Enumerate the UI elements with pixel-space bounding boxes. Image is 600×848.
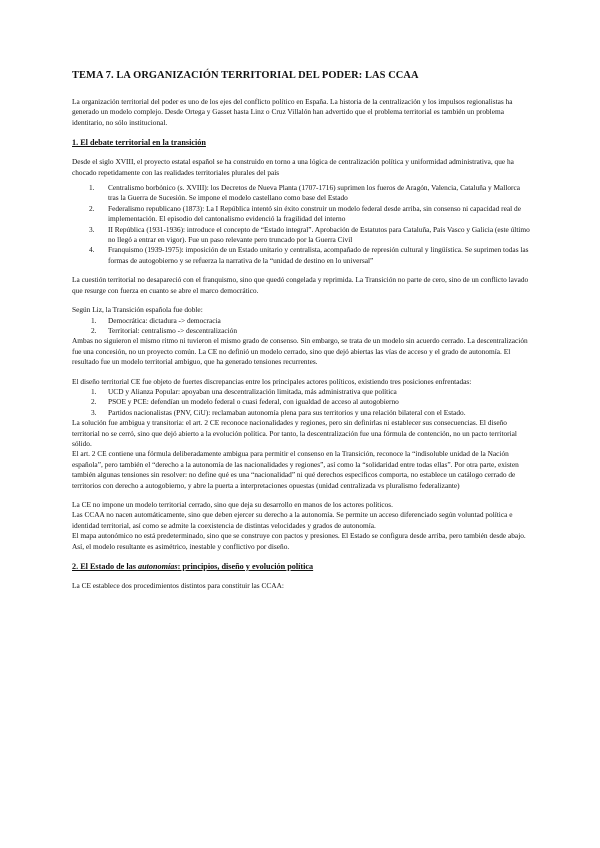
list-item — [72, 183, 532, 204]
section-1-paragraph-8: La CE no impone un modelo territorial cerrado, sino que deja su desarrollo en manos de los actores políticos. — [72, 500, 393, 509]
list-item — [72, 225, 532, 246]
list-item — [72, 397, 532, 407]
list-number: 1. — [91, 315, 97, 325]
section-1-paragraph-9: Las CCAA no nacen automáticamente, sino que deben ejercer su derecho a la autonomía. Se permite un acceso diferenciado según voluntad política e identidad territorial, así como se admite la coexistencia de distintas velocidades y grados de autonomía. — [72, 510, 513, 530]
list-text: Partidos nacionalistas (PNV, CiU): reclamaban autonomía plena para sus territorios y una relación bilateral con el Estado. — [108, 407, 466, 417]
section-1-paragraph-7: El art. 2 CE contiene una fórmula deliberadamente ambigua para permitir el consenso en la Transición, reconoce la “indisoluble unidad de la Nación española”, pero también el “derecho a la autonomía de las nacionalidades y regiones”, así como la “solidaridad entre todas ellas”. Por otra parte, existen también algunas tensiones sin resolver: no define qué es una “nacionalidad” ni qué derechos específicos comporta, no establece un catálogo cerrado de territorios con derecho a autogobierno, y abre la puerta a interpretaciones opuestas (unidad centralizada vs pluralismo federalizante) — [72, 449, 519, 490]
section-1-paragraph-2: La cuestión territorial no desapareció con el franquismo, sino que quedó congelada y reprimida. La Transición no parte de cero, sino de un conflicto lavado que resurge con fuerza en cuanto se abre el marco democrático. — [72, 275, 529, 295]
list-item — [72, 387, 532, 397]
list-number: 2. — [89, 203, 95, 213]
list-number: 4. — [89, 245, 95, 255]
list-item — [72, 326, 532, 336]
list-text: UCD y Alianza Popular: apoyaban una descentralización limitada, más administrativa que política — [108, 386, 397, 396]
list-item — [72, 245, 532, 266]
list-number: 1. — [89, 183, 95, 193]
section-2-paragraph-1: La CE establece dos procedimientos distintos para constituir las CCAA: — [72, 581, 284, 591]
document-title: TEMA 7. LA ORGANIZACIÓN TERRITORIAL DEL PODER: LAS CCAA — [72, 70, 419, 81]
section-1-paragraph-3: Según Liz, la Transición española fue doble: — [72, 305, 203, 315]
intro-paragraph: La organización territorial del poder es uno de los ejes del conflicto político en España. La historia de la centralización y los impulsos regionalistas ha generado un modelo complejo. Desde Ortega y Gasset hasta Linz o Cruz Villalón han advertido que el problema territorial es también un problema identitario, no sólo institucional. — [72, 97, 513, 127]
list-number: 3. — [91, 407, 97, 417]
section-2-heading — [72, 561, 532, 572]
section-1-heading: 1. El debate territorial en la transición — [72, 138, 206, 148]
list-text: Democrática: dictadura -> democracia — [108, 315, 221, 325]
list-number: 1. — [91, 386, 97, 396]
list-text: Centralismo borbónico (s. XVIII): los Decretos de Nueva Planta (1707-1716) suprimen los fueros de Aragón, Valencia, Cataluña y Mallorca tras la Guerra de Sucesión. Se impone el modelo castellano como base del Estado — [108, 183, 521, 203]
list-number: 2. — [91, 397, 97, 407]
list-item — [72, 316, 532, 326]
list-item — [72, 408, 532, 418]
document-page — [72, 70, 532, 591]
political-positions-list — [72, 387, 532, 418]
list-text: Federalismo republicano (1873): La I República intentó sin éxito construir un modelo federal desde arriba, sin consenso ni capacidad real de implementación. El episodio del cantonalismo evidenció la fragilidad del interno — [108, 203, 521, 224]
list-item — [72, 204, 532, 225]
section-1-paragraph-5: El diseño territorial CE fue objeto de fuertes discrepancias entre los principales actores políticos, existiendo tres posiciones enfrentadas: — [72, 376, 472, 386]
section-1-paragraph-4: Ambas no siguieron el mismo ritmo ni tuvieron el mismo grado de consenso. Sin embargo, se trata de un modelo sin acuerdo cerrado. La descentralización fue una concesión, no un proyecto común. La CE no definió un modelo cerrado, sino que dejó abiertas las vías de acceso y el grado de autonomía. El resultado fue un modelo territorial ambiguo, que ha generado tensiones recurrentes. — [72, 336, 528, 367]
list-text: II República (1931-1936): introduce el concepto de “Estado integral”. Aprobación de Estatutos para Cataluña, País Vasco y Galicia (este último no llegó a entrar en vigor). Fue un paso relevante pero truncado por la Guerra Civil — [108, 224, 530, 245]
section-2-heading-em: autonomías — [137, 562, 178, 572]
historical-periods-list — [72, 183, 532, 266]
list-number: 2. — [91, 325, 97, 335]
list-text: PSOE y PCE: defendían un modelo federal o cuasi federal, con igualdad de acceso al autogobierno — [108, 397, 399, 407]
list-text: Territorial: centralismo -> descentralización — [108, 325, 238, 335]
list-text: Franquismo (1939-1975): imposición de un Estado unitario y centralista, acompañado de represión cultural y lingüística. Se suprimen todas las formas de autogobierno y se refuerza la narrativa de la “unidad de destino en lo universal” — [108, 245, 529, 265]
section-1-paragraph-6: La solución fue ambigua y transitoria: el art. 2 CE reconoce nacionalidades y regiones, pero sin definirlas ni establecer sus consecuencias. El diseño territorial no se cerró, sino que dejó abierto a la evolución política. Por tanto, la descentralización fue una fórmula de contención, no un pacto territorial sólido. — [72, 418, 517, 448]
transition-type-list — [72, 316, 532, 337]
section-2-heading-pre: 2. El Estado de las — [72, 562, 138, 572]
section-1-paragraph-10: El mapa autonómico no está predeterminado, sino que se construye con pactos y presiones. El Estado se configura desde arriba, pero también desde abajo. Así, el modelo resultante es asimétrico, inestable y conflictivo por diseño. — [72, 531, 526, 551]
section-2-heading-post: : principios, diseño y evolución política — [177, 562, 314, 572]
list-number: 3. — [89, 224, 95, 234]
section-1-paragraph-1: Desde el siglo XVIII, el proyecto estatal español se ha construido en torno a una lógica de centralización política y uniformidad administrativa, que ha chocado repetidamente con las realidades territoriales plurales del país — [72, 157, 514, 177]
